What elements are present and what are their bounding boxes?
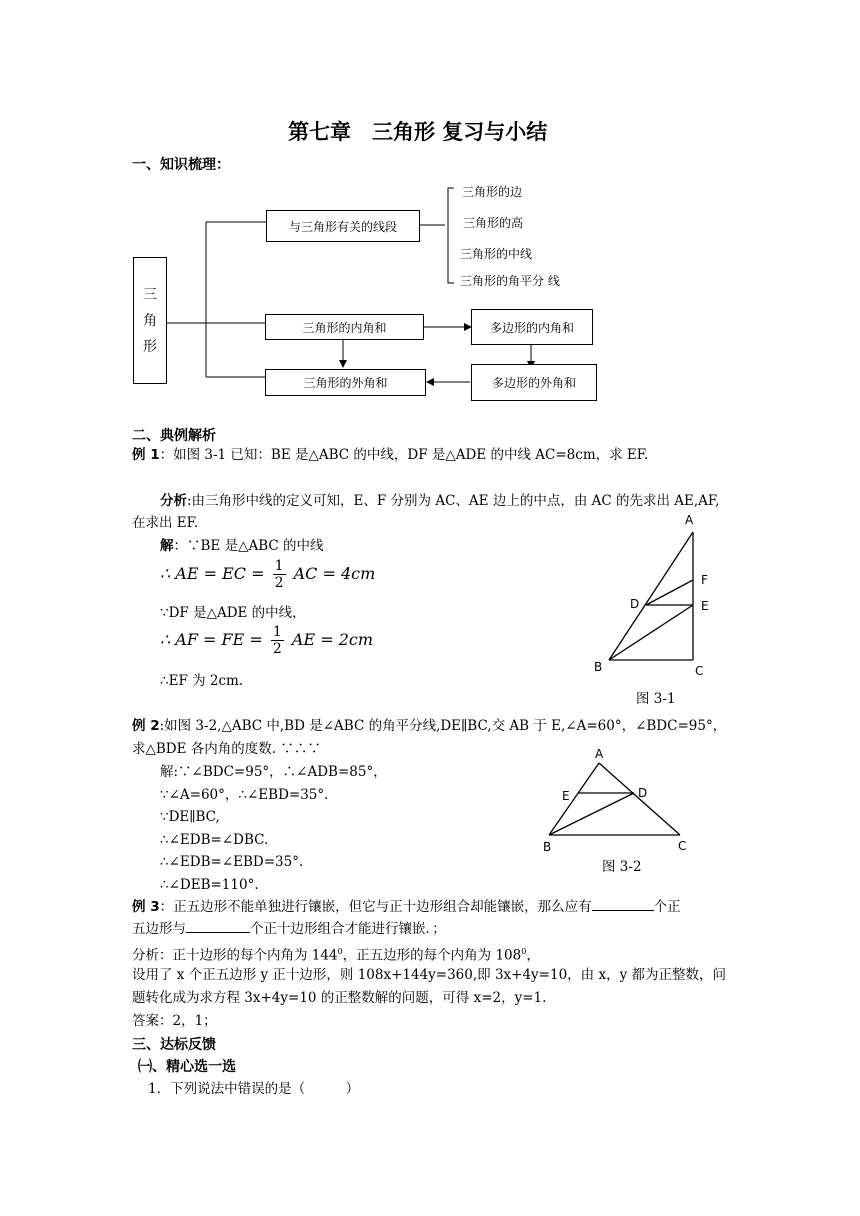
- example-2-line-3: ∵DE∥BC,: [160, 809, 220, 825]
- example-1-solution-label: 解: [160, 538, 174, 554]
- segment-item-bisector: 三角形的角平分 线: [460, 274, 560, 288]
- fig2-label-e: E: [562, 789, 570, 803]
- example-2-line-2: ∵∠A=60°，∴∠EBD=35°.: [160, 787, 329, 803]
- example-2-label: 例 2: [132, 718, 160, 734]
- figure-3-2: [535, 740, 705, 855]
- example-3-analysis-1: [132, 943, 540, 965]
- polygon-interior-box: 多边形的内角和: [471, 309, 593, 345]
- fig1-label-c: C: [695, 664, 704, 678]
- example-3-statement: [132, 898, 681, 916]
- answer-blank-2[interactable]: [186, 920, 250, 933]
- example-3-analysis-3: 题转化成为求方程 3x+4y=10 的正整数解的问题，可得 x=2，y=1.: [132, 990, 547, 1006]
- section-heading-feedback: 三、达标反馈: [132, 1037, 216, 1053]
- example-1-solution-2: ∵DF 是△ADE 的中线，: [160, 605, 306, 621]
- root-char-2: 角: [143, 312, 157, 329]
- fig1-label-f: F: [701, 573, 708, 587]
- figure-3-1-caption: 图 3-1: [636, 691, 676, 707]
- diagram-connectors: [0, 0, 860, 420]
- subsection-multiple-choice: ㈠、精心选一选: [138, 1059, 236, 1075]
- root-char-1: 三: [143, 286, 157, 303]
- example-1-solution-3: ∴EF 为 2cm.: [160, 673, 244, 689]
- segments-box: 与三角形有关的线段: [266, 210, 420, 242]
- eq2-rhs: AE = 2cm: [291, 630, 374, 649]
- example-1-analysis-label: 分析: [160, 493, 187, 509]
- root-char-3: 形: [143, 338, 157, 355]
- example-1-solution-1: [160, 537, 324, 555]
- example-2-statement-line2: 求△BDE 各内角的度数. ∵∴∵: [132, 741, 321, 757]
- question-1: 1．下列说法中错误的是（ ）: [148, 1081, 360, 1097]
- example-2-line-4: ∴∠EDB=∠DBC.: [160, 832, 269, 848]
- eq1-fraction: [273, 558, 286, 591]
- eq1-frac-num: 1: [274, 558, 284, 574]
- fig2-label-a: A: [595, 747, 604, 761]
- eq2-frac-num: 1: [272, 624, 282, 640]
- example-3-text-c: 五边形与: [132, 921, 186, 937]
- segment-item-altitude: 三角形的高: [463, 216, 524, 230]
- example-3-analysis-1b: ，正五边形的每个内角为 108: [342, 947, 522, 964]
- polygon-exterior-box: 多边形的外角和: [471, 364, 597, 401]
- example-1-statement: [132, 446, 648, 464]
- example-1-solution-text-1: ：∵BE 是△ABC 的中线: [173, 538, 324, 554]
- figure-3-2-caption: 图 3-2: [602, 859, 642, 875]
- eq1-lhs: ∴ AE = EC =: [160, 564, 265, 583]
- example-1-analysis-line2: 在求出 EF.: [132, 515, 199, 531]
- eq1-frac-den: 2: [274, 575, 284, 591]
- example-3-answer: 答案：2，1；: [132, 1013, 217, 1029]
- answer-blank-1[interactable]: [592, 898, 654, 911]
- example-1-analysis-text: :由三角形中线的定义可知，E、F 分别为 AC、AE 边上的中点，由 AC 的先求出 AE,AF,: [187, 493, 720, 509]
- example-3-analysis-2: 设用了 x 个正五边形 y 正十边形，则 108x+144y=360,即 3x+4y=10，由 x，y 都为正整数，问: [132, 967, 726, 983]
- segment-item-side: 三角形的边: [462, 185, 523, 199]
- example-3-text-d: 个正十边形组合才能进行镶嵌．；: [250, 921, 446, 937]
- page-title: 第七章 三角形 复习与小结: [288, 120, 548, 144]
- diagram-root-box: [133, 257, 167, 384]
- eq1-rhs: AC = 4cm: [293, 564, 376, 583]
- example-1-equation-1: [160, 558, 375, 591]
- example-1-label: 例 1: [132, 447, 160, 463]
- example-3-text-b: 个正: [653, 899, 681, 915]
- example-2-line-6: ∴∠DEB=110°.: [160, 877, 259, 893]
- fig1-label-d: D: [630, 597, 640, 611]
- example-3-statement-line2: [132, 920, 446, 938]
- example-1-text: ：如图 3-1 已知：BE 是△ABC 的中线，DF 是△ADE 的中线 AC=8cm，求 EF.: [159, 447, 649, 463]
- degree-mark-2: 0: [521, 947, 527, 956]
- section-heading-examples: 二、典例解析: [132, 428, 216, 444]
- figure-3-1: [580, 508, 720, 688]
- example-3-label: 例 3: [132, 899, 160, 915]
- section-heading-knowledge: 一、知识梳理：: [132, 157, 230, 173]
- example-2-line-5: ∴∠EDB=∠EBD=35°.: [160, 854, 304, 870]
- fig2-label-d: D: [638, 786, 648, 800]
- example-2-text: :如图 3-2,△ABC 中,BD 是∠ABC 的角平分线,DE∥BC,交 AB 于 E,∠A=60°，∠BDC=95°，: [159, 718, 727, 734]
- segment-item-median: 三角形的中线: [460, 247, 533, 261]
- eq2-lhs: ∴ AF = FE =: [160, 630, 263, 649]
- example-2-line-1: 解:∵∠BDC=95°，∴∠ADB=85°，: [160, 764, 387, 780]
- eq2-fraction: [271, 624, 284, 657]
- eq2-frac-den: 2: [272, 641, 282, 657]
- fig2-label-c: C: [678, 839, 687, 853]
- example-2-statement: [132, 717, 726, 735]
- fig1-label-b: B: [594, 660, 603, 674]
- example-3-analysis-1c: ，: [526, 947, 540, 964]
- exterior-angle-box: 三角形的外角和: [265, 369, 426, 396]
- example-3-text-a: ：正五边形不能单独进行镶嵌，但它与正十边形组合却能镶嵌，那么应有: [159, 899, 592, 915]
- fig1-label-a: A: [685, 513, 694, 527]
- fig1-label-e: E: [701, 599, 709, 613]
- example-3-analysis-1a: 分析：正十边形的每个内角为 144: [132, 947, 338, 964]
- fig2-label-b: B: [543, 840, 552, 854]
- interior-angle-box: 三角形的内角和: [265, 314, 424, 340]
- example-1-equation-2: [160, 624, 373, 657]
- degree-mark-1: 0: [337, 947, 343, 956]
